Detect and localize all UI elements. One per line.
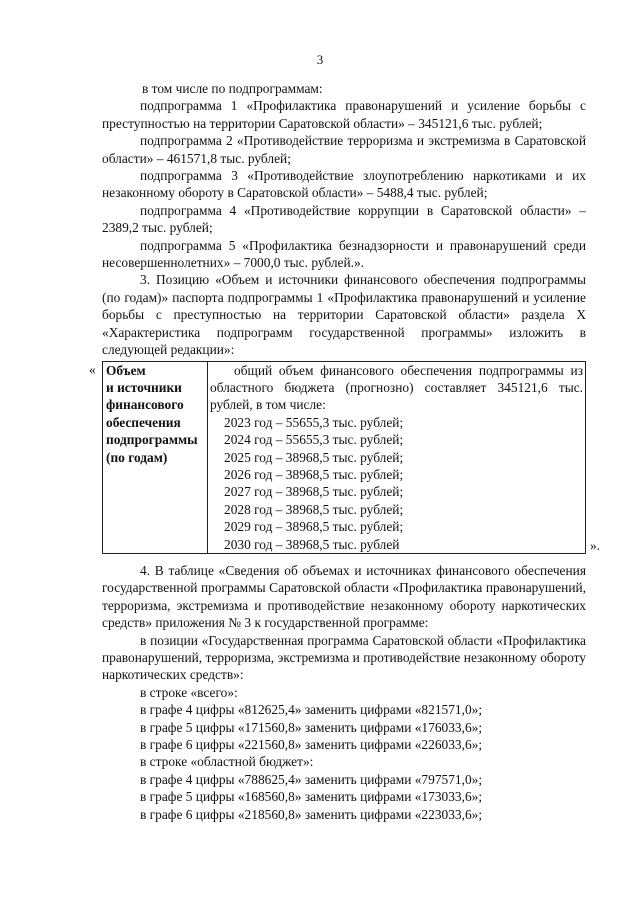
subprogram-4: подпрограмма 4 «Противодействие коррупции в Саратовской области» – 2389,2 тыс. рублей; [102,202,586,236]
open-quote: « [89,361,96,377]
subprogram-1: подпрограмма 1 «Профилактика правонарушений и усиление борьбы с преступностью на территории Саратовской области» – 345121,6 тыс. рублей; [102,98,586,131]
year-item: 2025 год – 38968,5 тыс. рублей; [224,449,404,465]
page-number: 3 [316,52,324,67]
year-item: 2030 год – 38968,5 тыс. рублей [224,536,400,552]
total-change-2: в графе 5 цифры «171560,8» заменить цифрами «176033,6»; [140,719,483,735]
table-label-cell [103,361,208,553]
label-line: (по годам) [106,449,168,465]
table-row [103,361,586,553]
passport-table [102,361,586,554]
year-item: 2024 год – 55655,3 тыс. рублей; [224,432,404,448]
regional-change-3: в графе 6 цифры «218560,8» заменить цифрами «223033,6»; [140,806,483,822]
year-item: 2028 год – 38968,5 тыс. рублей; [224,501,404,517]
document-body [89,80,600,823]
close-quote: ». [589,537,600,553]
spacer [102,554,586,562]
regional-change-1: в графе 4 цифры «788625,4» заменить цифрами «797571,0»; [140,771,483,787]
label-line: обеспечения [106,414,181,430]
label-line: подпрограммы [106,432,198,448]
year-item: 2029 год – 38968,5 тыс. рублей; [224,519,404,535]
year-item: 2026 год – 38968,5 тыс. рублей; [224,466,404,482]
subprogram-5: подпрограмма 5 «Профилактика безнадзорности и правонарушений среди несовершеннолетних» – 7000,0 тыс. рублей.». [102,237,586,271]
row-total-heading: в строке «всего»: [140,684,238,700]
subprogram-3: подпрограмма 3 «Противодействие злоупотреблению наркотиками и их незаконному обороту в Саратовской области» – 5488,4 тыс. рублей; [102,168,586,201]
years-list [210,414,583,553]
regional-change-2: в графе 5 цифры «168560,8» заменить цифрами «173033,6»; [140,789,483,805]
label-line: и источники [106,379,182,395]
point-3-paragraph: 3. Позицию «Объем и источники финансового обеспечения подпрограммы (по годам)» паспорта подпрограммы 1 «Профилактика правонарушений и усиление борьбы с преступностью на территории Саратовской области» раздела X «Характеристика подпрограмм государственной программы» изложить в следующей редакции»: [102,272,586,358]
year-item: 2023 год – 55655,3 тыс. рублей; [224,414,404,430]
intro-line: в том числе по подпрограммам: [142,81,323,96]
year-item: 2027 год – 38968,5 тыс. рублей; [224,484,404,500]
financing-description: общий объем финансового обеспечения подпрограммы из областного бюджета (прогнозно) составляет 345121,6 тыс. рублей, в том числе: [210,362,583,413]
subprogram-2: подпрограмма 2 «Противодействие терроризма и экстремизма в Саратовской области» – 461571,8 тыс. рублей; [102,133,586,166]
total-change-1: в графе 4 цифры «812625,4» заменить цифрами «821571,0»; [140,702,483,718]
total-change-3: в графе 6 цифры «221560,8» заменить цифрами «226033,6»; [140,737,483,753]
passport-table-wrapper [89,361,600,554]
label-line: финансового [106,397,184,413]
table-value-cell [208,361,586,553]
row-regional-heading: в строке «областной бюджет»: [140,754,314,770]
position-paragraph: в позиции «Государственная программа Саратовской области «Профилактика правонарушений, терроризма, экстремизма и противодействие незаконному обороту наркотических средств»: [102,632,586,683]
point-4-paragraph: 4. В таблице «Сведения об объемах и источниках финансового обеспечения государственной программы Саратовской области «Профилактика правонарушений, терроризма, экстремизма и противодействие незаконному обороту наркотических средств» приложения № 3 к государственной программе: [102,562,586,631]
label-line: Объем [106,362,146,378]
